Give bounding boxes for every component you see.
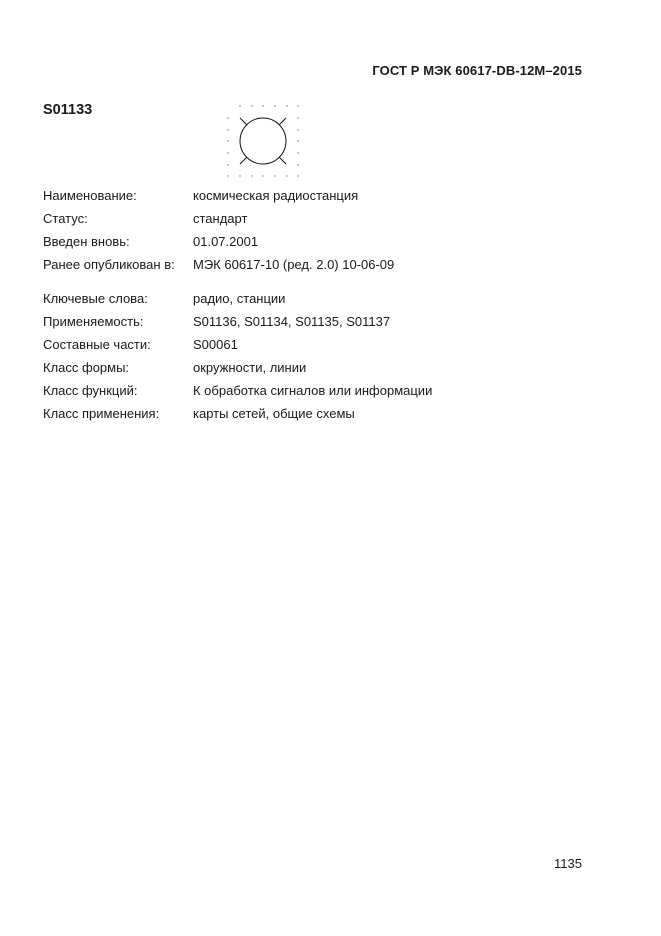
property-row-previously-published	[43, 255, 432, 278]
symbol-code: S01133	[43, 102, 93, 118]
property-row-application-class	[43, 404, 432, 427]
document-header: ГОСТ Р МЭК 60617-DB-12M–2015	[372, 63, 582, 78]
property-label: Введен вновь:	[43, 234, 130, 249]
symbol-strokes	[240, 118, 286, 164]
property-value: К обработка сигналов или информации	[193, 383, 433, 398]
property-row-introduced	[43, 232, 432, 255]
property-value: стандарт	[193, 211, 248, 226]
property-value: S01136, S01134, S01135, S01137	[193, 314, 391, 329]
property-row-keywords	[43, 289, 432, 312]
space-radio-station-symbol-icon	[222, 100, 306, 184]
property-value: МЭК 60617-10 (ред. 2.0) 10-06-09	[193, 257, 395, 272]
property-value: 01.07.2001	[193, 234, 259, 249]
property-row-shape-class	[43, 358, 432, 381]
property-label: Класс применения:	[43, 406, 160, 421]
property-value: окружности, линии	[193, 360, 307, 375]
property-row-function-class	[43, 381, 432, 404]
property-row-applicability	[43, 312, 432, 335]
property-label: Составные части:	[43, 337, 151, 352]
property-label: Статус:	[43, 211, 88, 226]
property-label: Класс функций:	[43, 383, 138, 398]
property-value: космическая радиостанция	[193, 188, 359, 203]
property-label: Применяемость:	[43, 314, 144, 329]
property-label: Класс формы:	[43, 360, 130, 375]
property-label: Наименование:	[43, 188, 137, 203]
property-row-name	[43, 186, 432, 209]
property-label: Ранее опубликован в:	[43, 257, 175, 272]
property-value: S00061	[193, 337, 238, 352]
page-number: 1135	[554, 856, 582, 871]
symbol-properties	[43, 186, 432, 427]
property-value: радио, станции	[193, 291, 286, 306]
property-value: карты сетей, общие схемы	[193, 406, 355, 421]
property-row-components	[43, 335, 432, 358]
property-label: Ключевые слова:	[43, 291, 148, 306]
grid-dots	[227, 105, 298, 176]
property-row-status	[43, 209, 432, 232]
